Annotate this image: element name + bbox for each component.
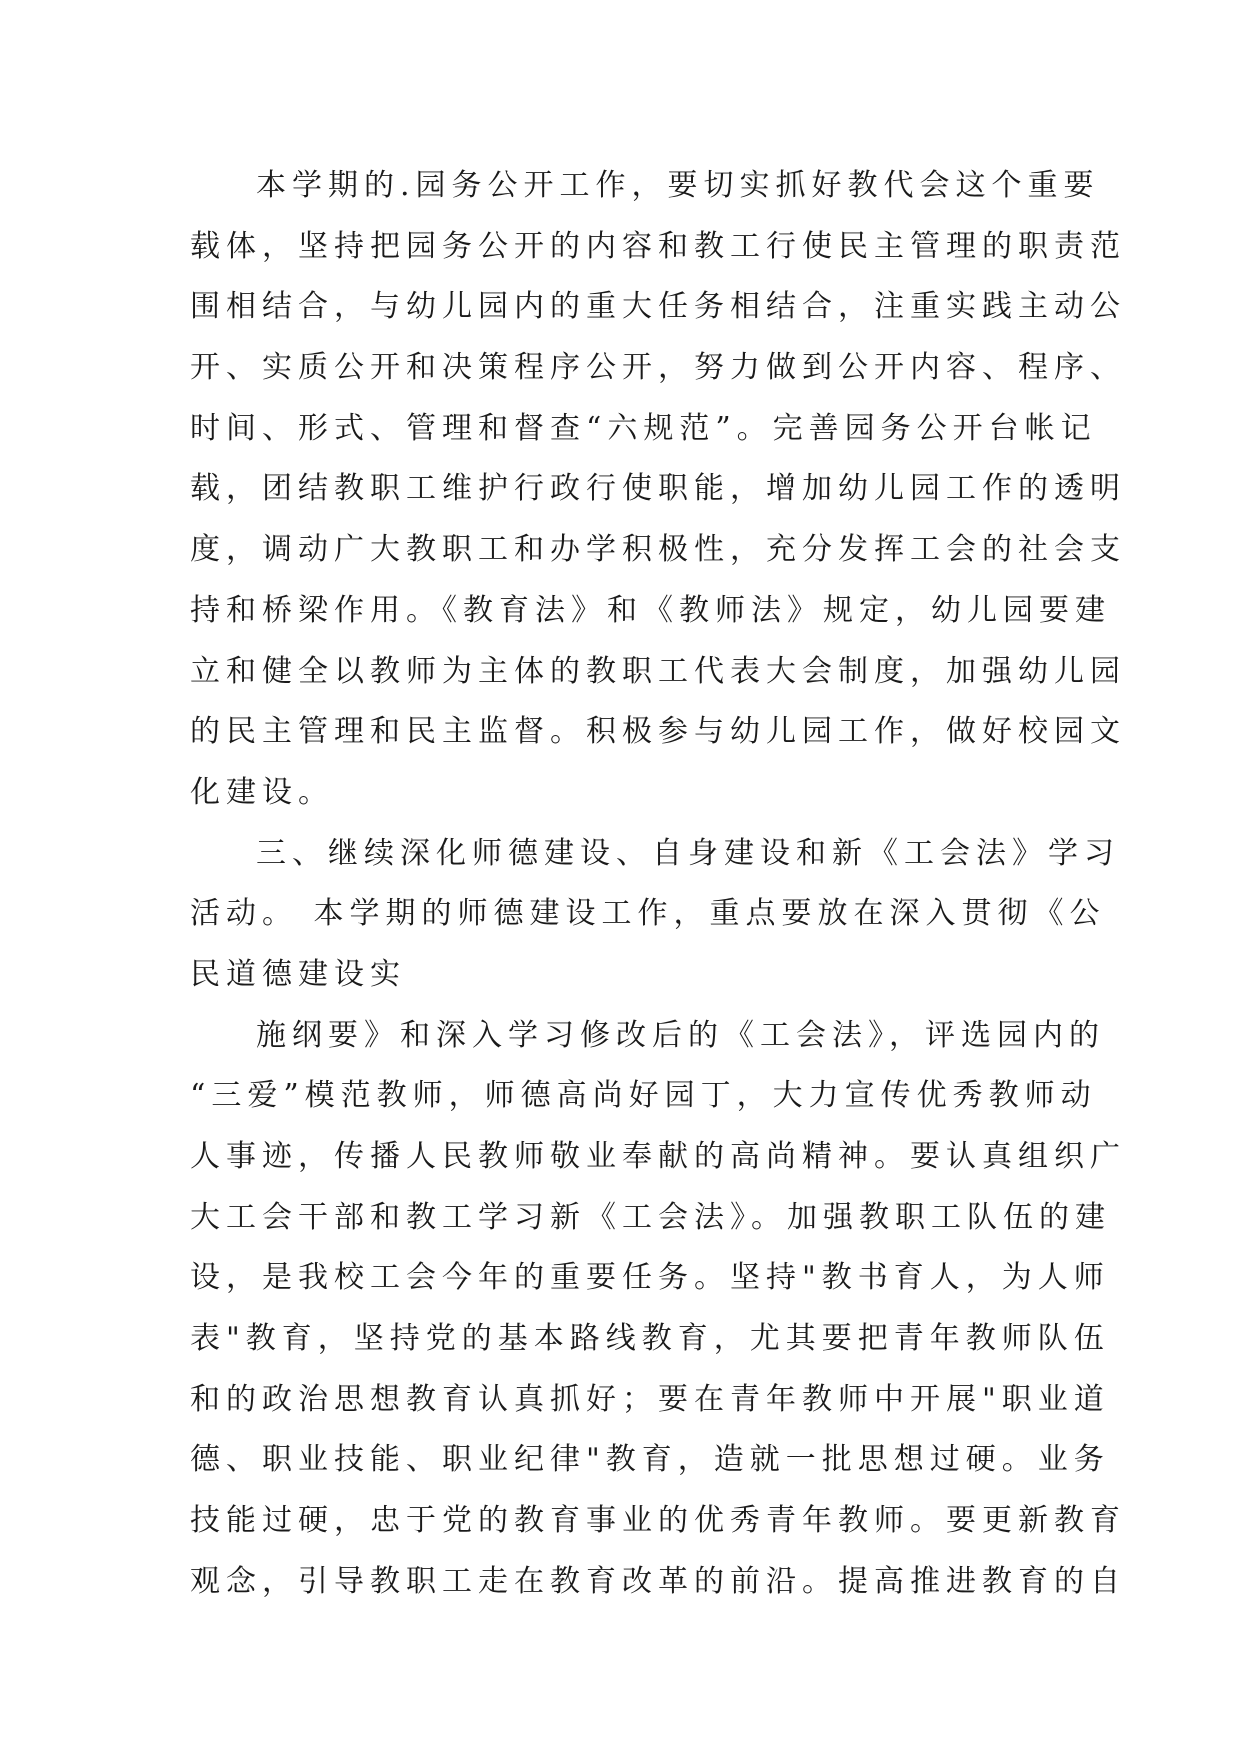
text-line: 本学期的.园务公开工作，要切实抓好教代会这个重要 [256,168,1100,203]
text-line: 技能过硬，忠于党的教育事业的优秀青年教师。要更新教育 [190,1503,1126,1539]
text-line: 度，调动广大教职工和办学积极性，充分发挥工会的社会支 [190,532,1126,568]
body-text [190,156,1126,1613]
text-line: 表"教育，坚持党的基本路线教育，尤其要把青年教师队伍 [190,1321,1110,1357]
text-line: 民道德建设实 [190,956,406,992]
text-line: 载体，坚持把园务公开的内容和教工行使民主管理的职责范 [190,228,1126,264]
text-line: 化建设。 [190,774,334,810]
text-line: 设，是我校工会今年的重要任务。坚持"教书育人，为人师 [190,1260,1110,1296]
text-line: 时间、形式、管理和督查“六规范”。完善园务公开台帐记 [190,410,1097,446]
text-line: 持和桥梁作用。《教育法》和《教师法》规定，幼儿园要建 [190,592,1111,628]
text-line: 围相结合，与幼儿园内的重大任务相结合，注重实践主动公 [190,289,1126,325]
text-line: 人事迹，传播人民教师敬业奉献的高尚精神。要认真组织广 [190,1139,1126,1174]
text-line: 施纲要》和深入学习修改后的《工会法》，评选园内的 [256,1017,1105,1053]
text-line: 载，团结教职工维护行政行使职能，增加幼儿园工作的透明 [190,471,1126,507]
text-line: 德、职业技能、职业纪律"教育，造就一批思想过硬。业务 [190,1442,1110,1478]
text-line: 大工会干部和教工学习新《工会法》。加强教职工队伍的建 [190,1199,1111,1235]
section-heading-line: 三、继续深化师德建设、自身建设和新《工会法》学习 [256,835,1120,871]
text-line: 立和健全以教师为主体的教职工代表大会制度，加强幼儿园 [190,653,1126,689]
text-line: 观念，引导教职工走在教育改革的前沿。提高推进教育的自 [190,1563,1126,1599]
text-line: “三爱”模范教师，师德高尚好园丁，大力宣传优秀教师动 [190,1078,1097,1114]
text-line: 活动。 本学期的师德建设工作，重点要放在深入贯彻《公 [190,896,1106,932]
text-line: 的民主管理和民主监督。积极参与幼儿园工作，做好校园文 [190,714,1126,750]
text-line: 开、实质公开和决策程序公开，努力做到公开内容、程序、 [190,350,1126,386]
text-line: 和的政治思想教育认真抓好；要在青年教师中开展"职业道 [190,1381,1110,1417]
